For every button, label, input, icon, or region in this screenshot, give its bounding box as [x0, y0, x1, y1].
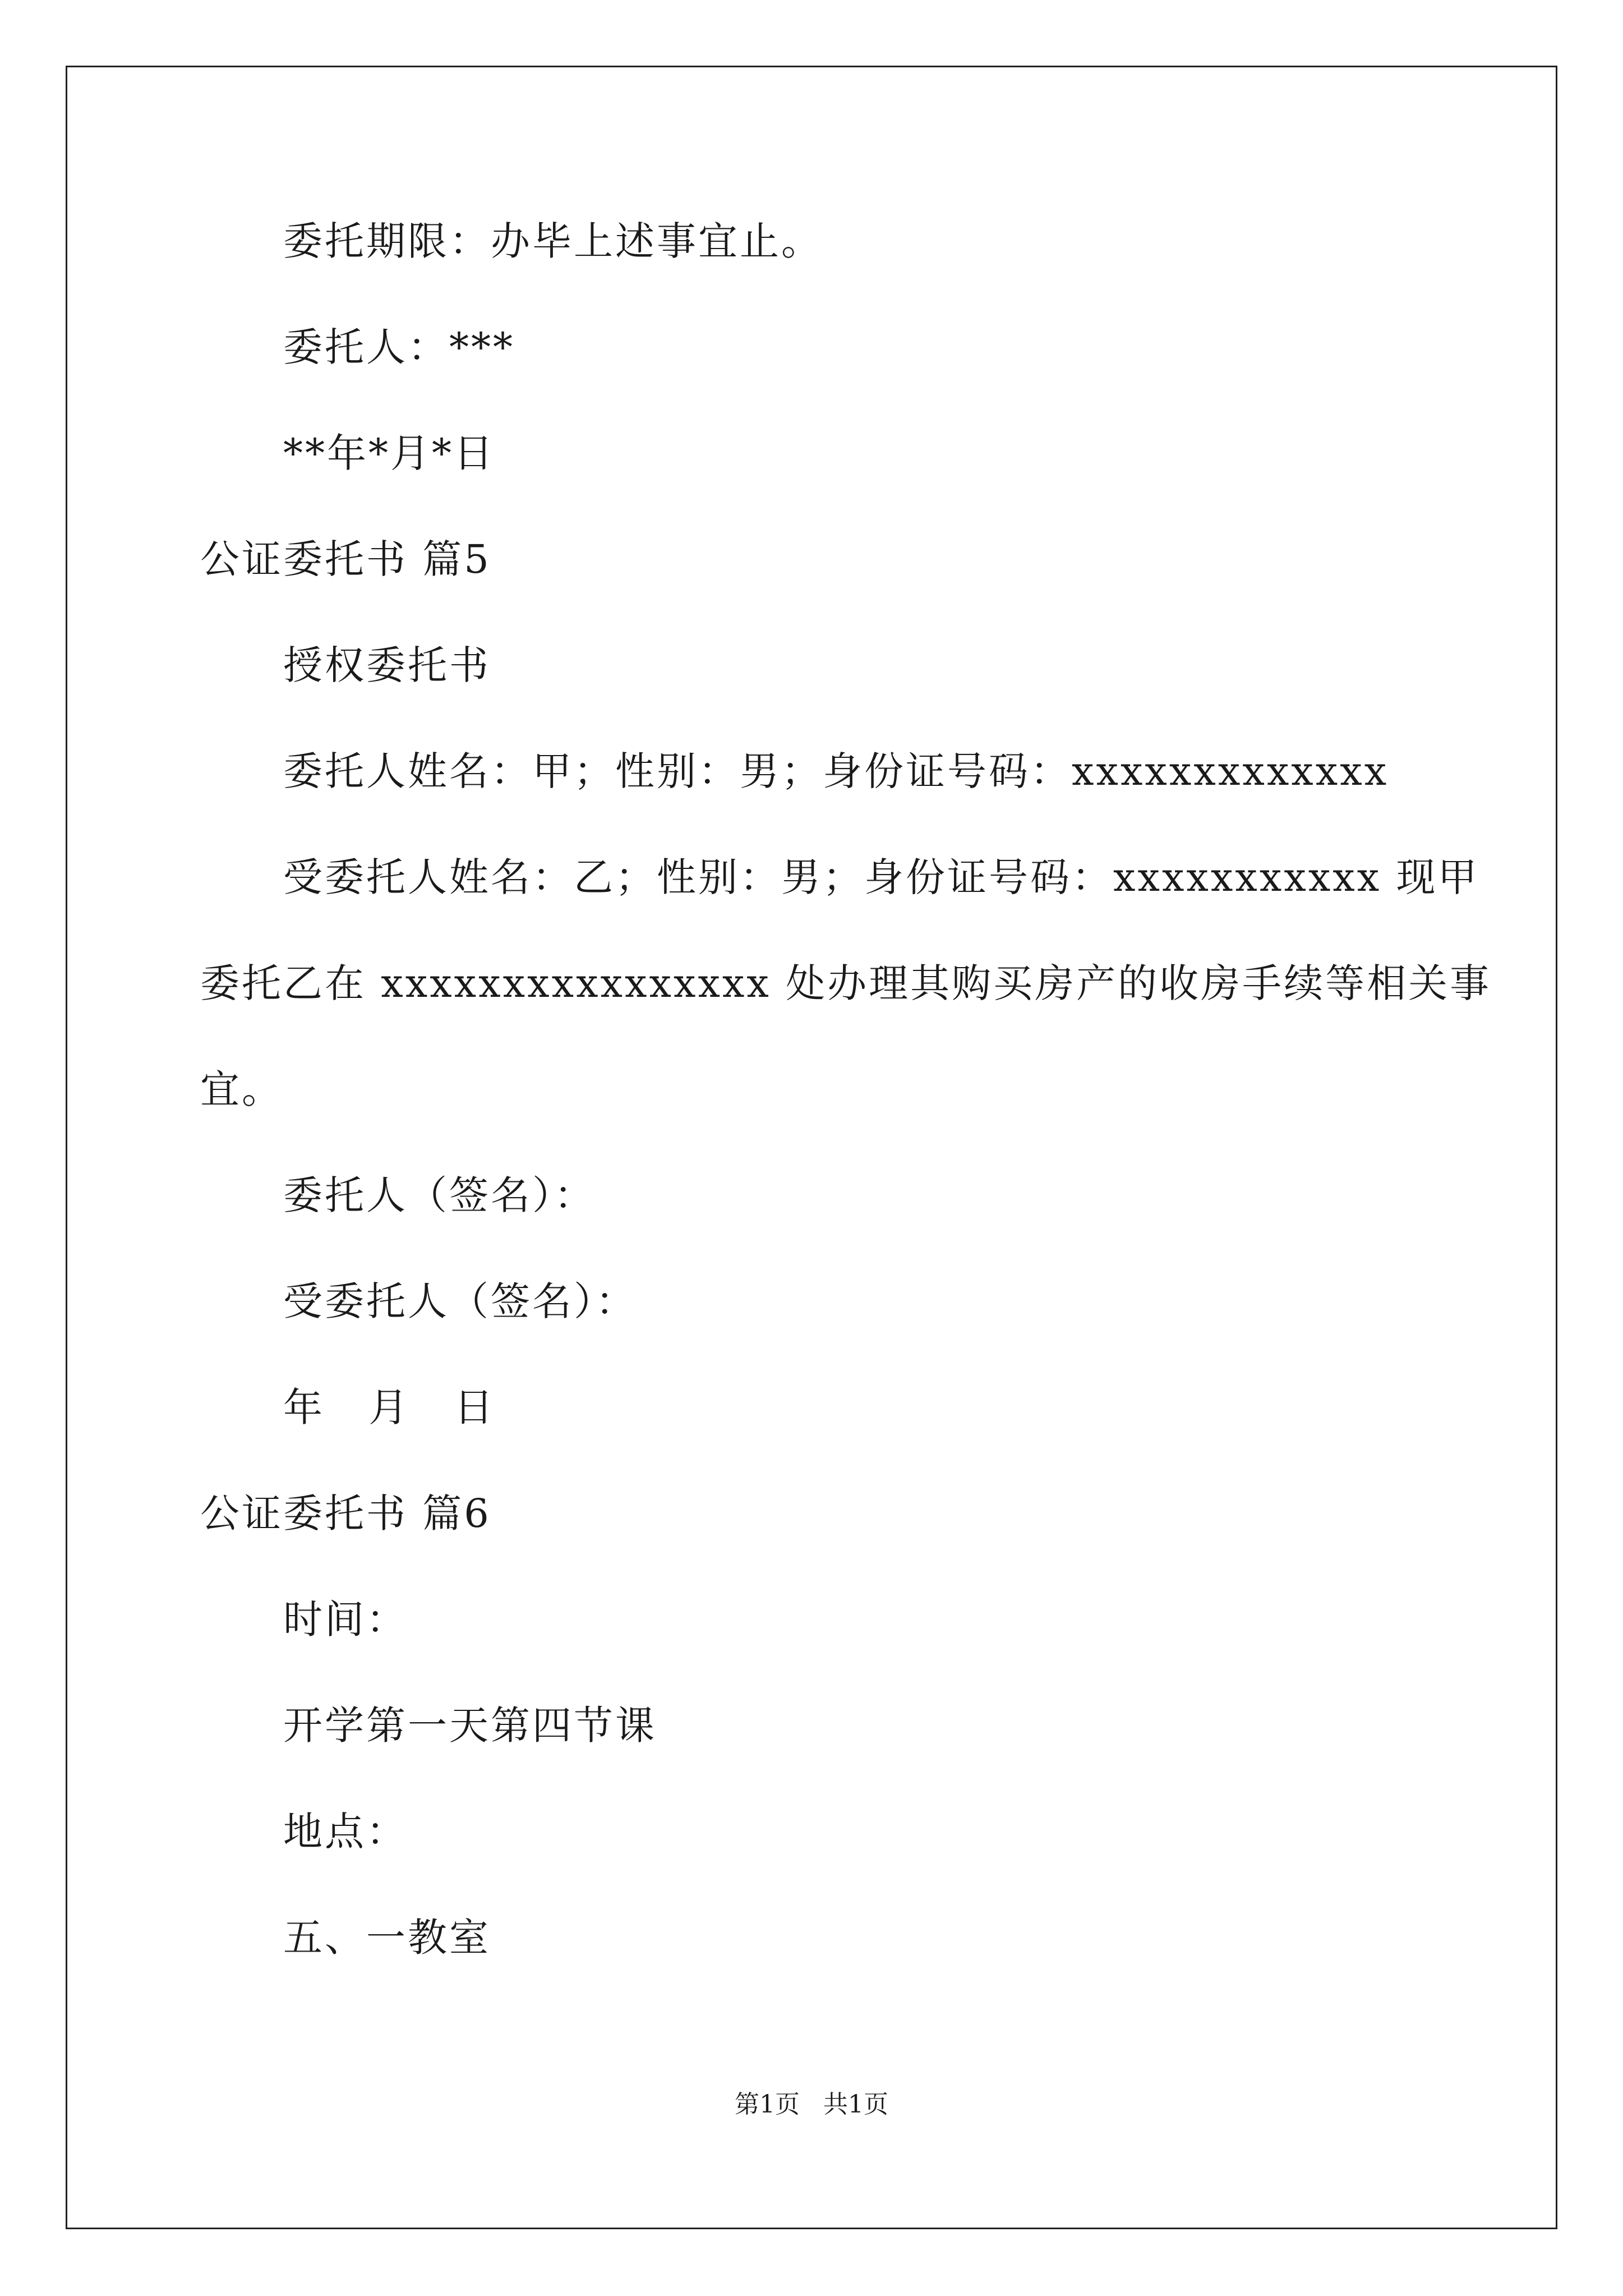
section-heading-5: 公证委托书 篇5 [200, 536, 491, 582]
paragraph-principal-info: 委托人姓名：甲；性别：男；身份证号码：xxxxxxxxxxxxx [283, 748, 1389, 794]
paragraph-agent-info-cont: 委托乙在 xxxxxxxxxxxxxxxx 处办理其购买房产的收房手续等相关事 [200, 960, 1492, 1006]
paragraph-principal: 委托人：*** [283, 324, 515, 370]
paragraph-time-value: 开学第一天第四节课 [283, 1703, 657, 1749]
signature-date: 年 月 日 [283, 1384, 510, 1430]
page-border [66, 66, 1557, 2229]
signature-principal: 委托人（签名）： [283, 1172, 596, 1218]
document-title: 授权委托书 [283, 642, 491, 688]
signature-agent: 受委托人（签名）： [283, 1278, 637, 1324]
paragraph-date: **年*月*日 [283, 430, 495, 476]
paragraph-term: 委托期限：办毕上述事宜止。 [283, 218, 823, 264]
paragraph-location-label: 地点： [283, 1809, 408, 1855]
page-footer: 第1页 共1页 [735, 2090, 888, 2119]
section-heading-6: 公证委托书 篇6 [200, 1490, 491, 1536]
paragraph-location-value: 五、一教室 [283, 1915, 491, 1961]
paragraph-agent-info-end: 宜。 [200, 1066, 283, 1112]
paragraph-time-label: 时间： [283, 1596, 408, 1642]
paragraph-agent-info: 受委托人姓名：乙；性别：男；身份证号码：xxxxxxxxxxx 现甲 [283, 854, 1479, 900]
